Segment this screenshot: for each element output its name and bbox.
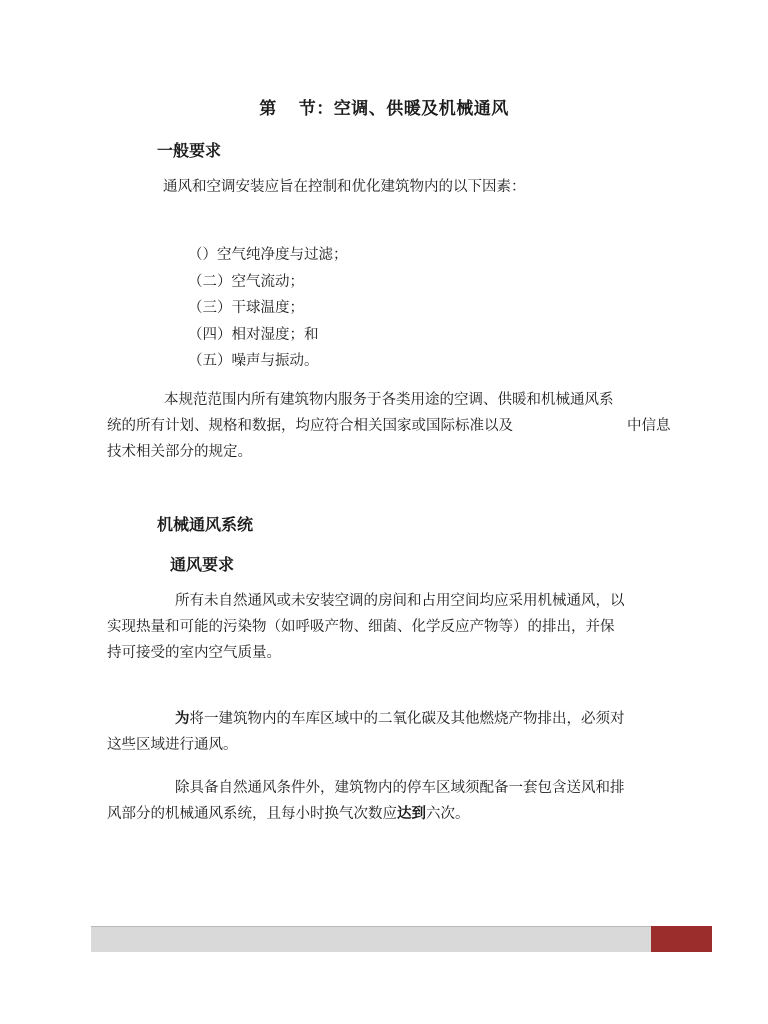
scope-line-2 xyxy=(107,413,677,439)
footer-accent-block xyxy=(651,926,712,952)
general-intro: 通风和空调安装应旨在控制和优化建筑物内的以下因素： xyxy=(163,179,526,195)
scope-paragraph xyxy=(107,387,677,465)
para2-line-1-rest: 将一建筑物内的车库区域中的二氧化碳及其他燃烧产物排出，必须对 xyxy=(189,711,625,727)
ventilation-requirements-subheading: 通风要求 xyxy=(170,555,235,574)
scope-line-2-b: 中信息 xyxy=(627,418,671,434)
list-item: （四）相对湿度；和 xyxy=(188,326,319,343)
list-item: （）空气纯净度与过滤； xyxy=(188,247,348,263)
factor-list xyxy=(188,242,348,375)
list-item: （二）空气流动； xyxy=(188,273,304,290)
section-title xyxy=(0,94,768,119)
para3-line-2 xyxy=(107,801,677,827)
general-requirements-heading: 一般要求 xyxy=(157,141,222,160)
para1-line-3: 持可接受的室内空气质量。 xyxy=(107,645,281,661)
footer-bar xyxy=(91,926,651,952)
list-item: （五）噪声与振动。 xyxy=(188,353,319,369)
para2-line-1 xyxy=(107,706,677,732)
scope-line-3: 技术相关部分的规定。 xyxy=(107,444,252,460)
ventilation-paragraph-2 xyxy=(107,706,677,758)
para2-bold-word: 为 xyxy=(175,710,190,727)
ventilation-paragraph-3 xyxy=(107,775,677,827)
list-item: （三）干球温度； xyxy=(188,300,304,316)
para1-line-2: 实现热量和可能的污染物（如呼吸产物、细菌、化学反应产物等）的排出，并保 xyxy=(107,619,615,635)
para1-line-1: 所有未自然通风或未安装空调的房间和占用空间均应采用机械通风，以 xyxy=(175,593,625,609)
para3-line-1: 除具备自然通风条件外，建筑物内的停车区域须配备一套包含送风和排 xyxy=(175,780,625,796)
section-title-prefix: 第 xyxy=(259,99,277,119)
section-title-text: 节：空调、供暖及机械通风 xyxy=(298,99,509,119)
para3-bold-word: 达到 xyxy=(397,805,426,822)
scope-line-2-a: 统的所有计划、规格和数据，均应符合相关国家或国际标准以及 xyxy=(107,418,513,434)
para3-line-2-a: 风部分的机械通风系统，且每小时换气次数应 xyxy=(107,806,397,822)
para3-line-2-b: 六次。 xyxy=(426,806,470,822)
mechanical-ventilation-heading: 机械通风系统 xyxy=(157,515,254,534)
para2-line-2: 这些区域进行通风。 xyxy=(107,737,238,753)
ventilation-paragraph-1 xyxy=(107,588,677,666)
scope-line-1: 本规范范围内所有建筑物内服务于各类用途的空调、供暖和机械通风系 xyxy=(164,392,614,408)
